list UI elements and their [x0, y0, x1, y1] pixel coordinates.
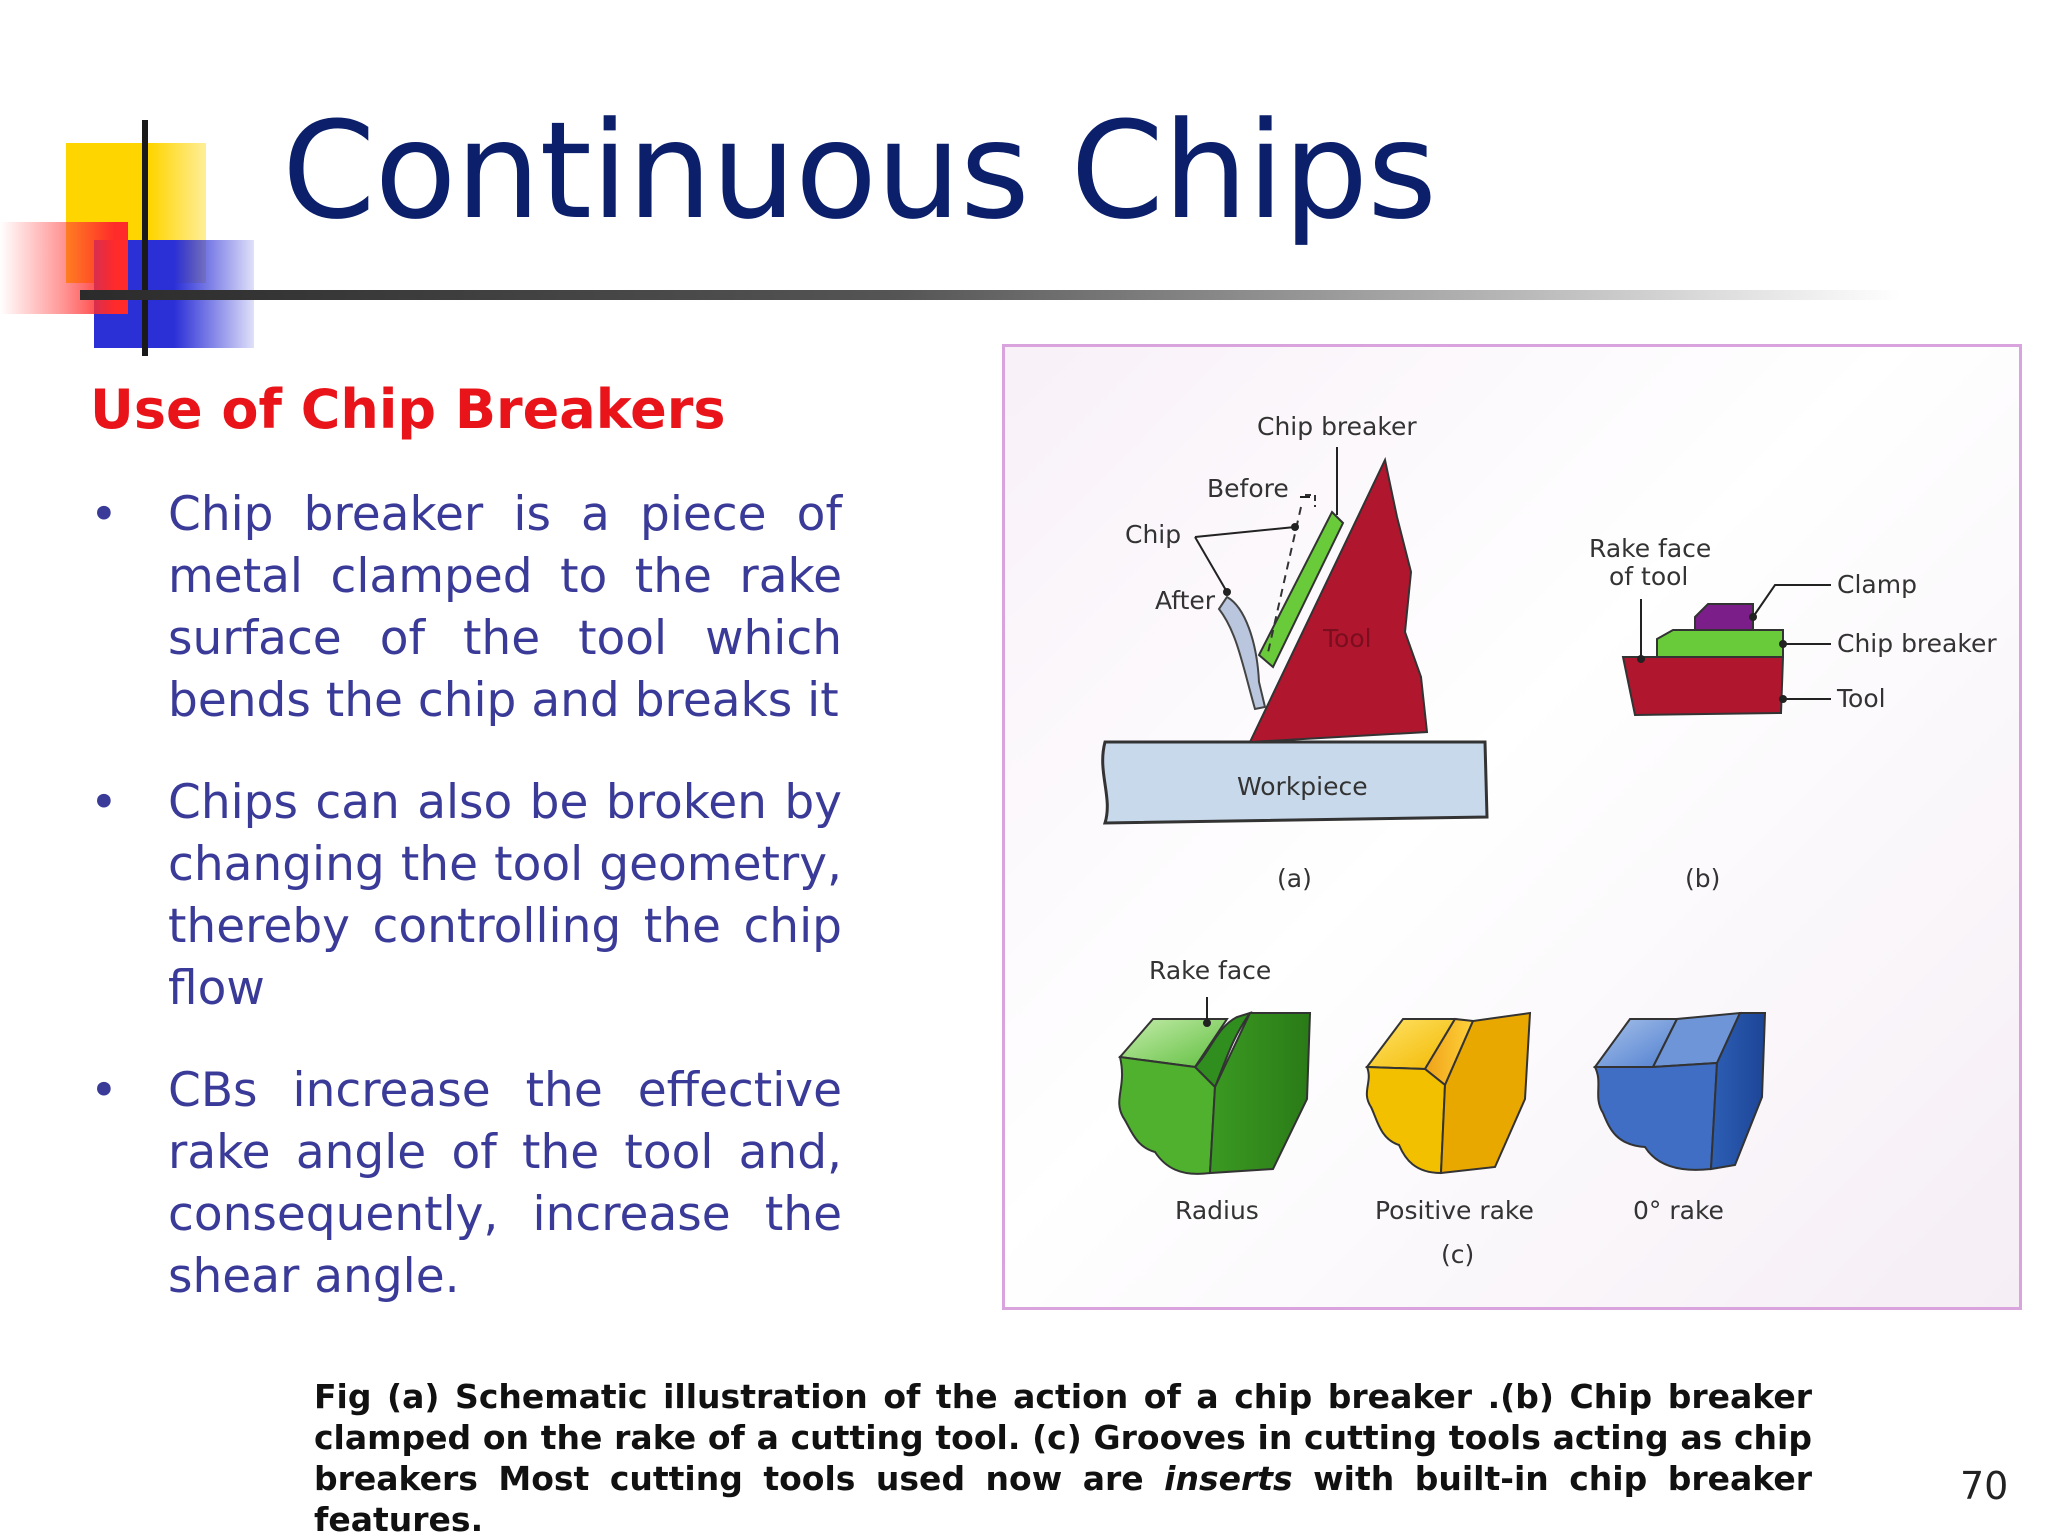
leader-line — [1195, 527, 1295, 537]
caption-text: Fig (a) Schematic illustration of the action of a chip breaker .(b) Chip breaker clamped on the rake of a cutting tool. (c) Grooves in cutting tools acting as chip breakers Most cutting tools used now are — [314, 1377, 1812, 1498]
positive-rake-label: Positive rake — [1375, 1196, 1534, 1225]
panel-b-label: (b) — [1685, 864, 1721, 893]
after-label: After — [1155, 586, 1216, 615]
bullet-list — [90, 484, 842, 1348]
zero-rake-insert-front — [1595, 1063, 1717, 1170]
leader-dot — [1779, 640, 1787, 648]
chip-breaker-b-shape — [1657, 630, 1783, 657]
bullet-text: Chips can also be broken by changing the tool geometry, thereby controlling the chip flow — [168, 775, 842, 1016]
chip-label: Chip — [1125, 520, 1182, 549]
workpiece-label: Workpiece — [1237, 772, 1368, 801]
bullet-icon: • — [90, 487, 118, 542]
list-item — [90, 772, 842, 1020]
leader-dot — [1779, 695, 1787, 703]
leader-line — [1753, 585, 1831, 617]
radius-insert-front — [1119, 1057, 1215, 1174]
clamp-shape — [1695, 604, 1753, 630]
tool-b-shape — [1623, 657, 1783, 715]
panel-a-label: (a) — [1277, 864, 1312, 893]
rake-face-label: Rake face — [1589, 534, 1712, 563]
leader-dot — [1203, 1019, 1211, 1027]
bullet-icon: • — [90, 1063, 118, 1118]
list-item — [90, 1060, 842, 1308]
figure-illustration — [1005, 347, 2019, 1307]
title-underline — [80, 290, 1900, 300]
caption-emphasis: inserts — [1164, 1459, 1293, 1498]
positive-rake-insert-front — [1367, 1067, 1445, 1173]
list-item — [90, 484, 842, 732]
leader-line — [1195, 537, 1227, 592]
rake-face-c-label: Rake face — [1149, 956, 1272, 985]
clamp-label: Clamp — [1837, 570, 1917, 599]
section-heading: Use of Chip Breakers — [90, 378, 726, 441]
deco-vertical-line — [142, 120, 148, 356]
chip-breaker-figure — [1002, 344, 2022, 1310]
tool-b-label: Tool — [1837, 684, 1886, 713]
leader-dot — [1291, 523, 1299, 531]
tool-label: Tool — [1323, 624, 1372, 653]
radius-label: Radius — [1175, 1196, 1259, 1225]
rake-face-label-line2: of tool — [1609, 562, 1689, 591]
bullet-icon: • — [90, 775, 118, 830]
before-label: Before — [1207, 474, 1289, 503]
page-title: Continuous Chips — [282, 93, 1437, 249]
zero-rake-label: 0° rake — [1633, 1196, 1724, 1225]
caption-text-end: with built-in chip breaker features. — [314, 1459, 1812, 1539]
figure-caption — [314, 1376, 1812, 1540]
deco-red-bar — [0, 222, 128, 314]
bullet-text: Chip breaker is a piece of metal clamped to the rake surface of the tool which bends the chip and breaks it — [168, 487, 842, 728]
chip-after-shape — [1219, 597, 1265, 709]
leader-dot — [1637, 655, 1645, 663]
bullet-text: CBs increase the effective rake angle of the tool and, consequently, increase the shear angle. — [168, 1063, 842, 1304]
page-number: 70 — [1960, 1464, 2009, 1508]
chip-breaker-b-label: Chip breaker — [1837, 629, 1997, 658]
panel-c-label: (c) — [1441, 1240, 1475, 1269]
leader-dot — [1749, 613, 1757, 621]
leader-dot — [1223, 588, 1231, 596]
chip-breaker-label: Chip breaker — [1257, 412, 1417, 441]
